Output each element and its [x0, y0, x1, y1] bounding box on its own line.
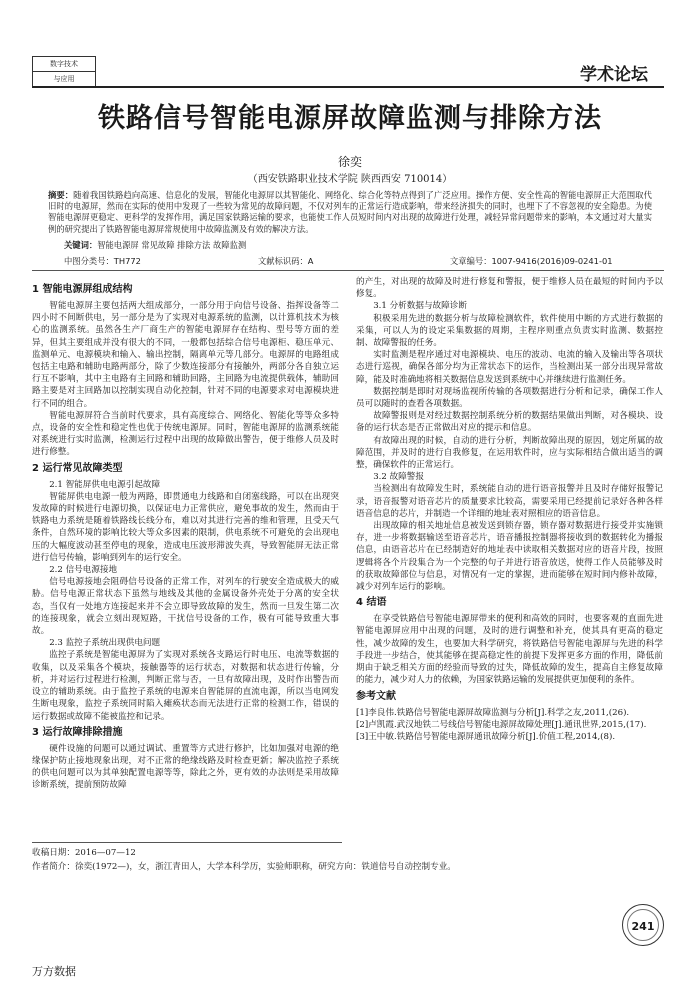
- abstract-text: 随着我国铁路趋向高速、信息化的发展，智能化电源屏以其智能化、网络化、综合化等特点得到了广泛应用。操作方便、安全性高的智能电源屏正大范围取代旧时的电源屏，然而在实际的使用中发现了一些较为常见的故障问题，不仅对列车的正常运行造成影响，带来经济损失的同时，也埋下了不容忽视的安全隐患。为使智能电源屏更稳定、更科学的发挥作用，满足国家铁路运输的要求，也能使工作人员短时间内对出现的故障进行处理，减轻异常问题带来的影响，本文通过对大量实例的研究提出了铁路智能电源屏常规使用中故障监测及有效的解决方法。: [48, 190, 652, 234]
- paragraph: 监控子系统是智能电源屏为了实现对系统各支路运行时电压、电流等数据的收集，以及采集各个模块，接触器等的运行状态，对数据和状态进行传输，分析，并对运行过程进行检测，判断正常与否，一旦有故障出现，及时作出警告而设立的辅助系统。由于监控子系统的电源来自智能屏的直流电源，所以当电网发生断电现象，监控子系统同时陷入瘫痪状态而无法进行正常的检测工作，错误的运行数据或故障不能被监控和记录。: [32, 650, 339, 722]
- keywords: [64, 240, 652, 251]
- affiliation: （西安铁路职业技术学院 陕西西安 710014）: [247, 174, 453, 185]
- paragraph: 数据控制是即时对现场监视所传输的各项数据进行分析和记录，确保工作人员可以随时的查看各项数据。: [356, 386, 663, 410]
- heading-2-1: 2.1 智能屏供电电源引起故障: [49, 479, 161, 490]
- paragraph: 的产生，对出现的故障及时进行修复和警报，便于维修人员在最短的时间内予以修复。: [356, 277, 663, 300]
- page-number: 241: [631, 920, 655, 933]
- keywords-text: 智能电源屏 常见故障 排除方法 故障监测: [97, 240, 247, 250]
- heading-3-2: 3.2 故障警报: [373, 472, 424, 483]
- left-column: [32, 280, 339, 792]
- document-code: 文献标识码：A: [258, 256, 314, 266]
- paragraph: 智能电源屏符合当前时代要求，具有高度综合、网络化、智能化等等众多特点，设备的安全性和稳定性也优于传统电源屏。同时，智能电源屏的监测系统能对系统进行实时监测，检测运行过程中出现的故障做出警告，便于维修人员及时进行修整。: [32, 410, 339, 458]
- references-title: 参考文献: [356, 690, 396, 702]
- badge-ring-icon: [627, 909, 659, 941]
- journal-logo-bottom: 与应用: [53, 75, 75, 83]
- reference-item: [2]卢凯霞.武汉地铁二号线信号智能电源屏故障处理[J].通讯世界,2015,(17).: [356, 719, 647, 730]
- heading-2: 2 运行常见故障类型: [32, 462, 123, 474]
- paragraph: 信号电源接地会阻碍信号设备的正常工作，对列车的行驶安全造成极大的威胁。信号电源正常状态下虽然与地线及其他的金属设备外壳处于分离的安全状态，当仅有一处地方连接起来并不会立即导致故障的发生，然而一旦发生第二次的连接现象，就会立刻出现短路，干扰信号设备的工作，极有可能导致重大事故。: [32, 577, 339, 637]
- heading-4: 4 结语: [356, 597, 387, 609]
- journal-logo: [32, 56, 96, 88]
- paragraph: 在享受铁路信号智能电源屏带来的便利和高效的同时，也要客观的直面先进智能电源屏应用中出现的问题，及时的进行调整和补充，使其具有更高的稳定性，减少故障的发生，也要加大科学研究，将铁路信号智能电源屏与先进的科学手段进一步结合，使其能够在提高稳定性的前提下发挥更多方面的作用，降低前期由于缺乏相关方面的经验而导致的过失，降低故障的发生，提高自主修复故障的能力，减少对人力的依赖，为国家铁路运输的发展提供更加便利的条件。: [356, 614, 663, 686]
- received-date: 收稿日期：2016—07—12: [32, 848, 136, 858]
- abstract: [48, 190, 652, 235]
- paragraph: 智能电源屏主要包括两大组成部分，一部分用于向信号设备、指挥设备等二四小时不间断供电，另一部分是为了实现对电源系统的监测，以计算机技术为核心的监测系统。虽然各生产厂商生产的智能电源屏存在结构、型号等方面的差异，但其主要组成并没有很大的不同，一般都包括综合信号电源柜、稳压单元、监测单元、电源模块和输入、输出控制，隔离单元等几部分。电源屏的电路组成包括主电路和辅助电路两部分，除了少数连接部分有接触外，两部分各自独立运行互不影响，其中主电路有主回路和辅助回路，主回路为电流提供载体，辅助回路主要是对主回路加以控制实现自动化控制，针对不同的电源要求对电源模块进行不同的组合。: [32, 301, 339, 409]
- paper-title: 铁路信号智能电源屏故障监测与排除方法: [98, 103, 602, 134]
- heading-3-1: 3.1 分析数据与故障诊断: [373, 301, 467, 312]
- watermark: 万方数据: [32, 965, 76, 978]
- article-number: 文章编号：1007-9416(2016)09-0241-01: [450, 256, 613, 266]
- paragraph: 故障警报则是对经过数据控制系统分析的数据结果做出判断，对各模块、设备的运行状态是否正常做出对应的提示和信息。: [356, 411, 663, 434]
- paragraph: 当检测出有故障发生时，系统能自动的进行语音报警并且及时存储好报警记录，语音报警对语音芯片的质量要求比较高，需要采用已经提前记录好各种各样语音信息的芯片，并制造一个详细的地址表对照相应的语音信息。: [356, 484, 663, 519]
- body-rule: [32, 270, 664, 271]
- paragraph: 积极采用先进的数据分析与故障检测软件，软件使用中断的方式进行数据的采集，可以人为的设定采集数据的周期，主程序则重点负责实时监测、数据控制、故障警报的任务。: [356, 313, 663, 349]
- reference-item: [3]王中敏.铁路信号智能电源屏通讯故障分析[J].价值工程,2014,(8).: [356, 731, 616, 742]
- right-column: [356, 276, 663, 743]
- footnote-rule: [32, 842, 342, 843]
- heading-2-3: 2.3 监控子系统出现供电问题: [49, 638, 161, 649]
- header-rule: [32, 86, 664, 88]
- heading-2-2: 2.2 信号电源接地: [49, 565, 118, 576]
- reference-item: [1]李良伟.铁路信号智能电源屏故障监测与分析[J].科学之友,2011,(26).: [356, 707, 630, 718]
- section-tag: 学术论坛: [580, 65, 648, 85]
- author-bio: 作者简介：徐奕(1972—)，女，浙江青田人，大学本科学历，实验师职称，研究方向：铁道信号自动控制专业。: [32, 862, 456, 872]
- paragraph: 硬件设施的问题可以通过调试、重置等方式进行修护，比如加强对电源的绝缘保护防止接地现象出现，对不正常的绝缘线路及时检查更新；解决监控子系统的供电问题可以为其单独配置电源等等，除此之外，更有效的办法则是采用故障诊断系统，提前预防故障: [32, 743, 339, 791]
- heading-3: 3 运行故障排除措施: [32, 726, 123, 738]
- journal-logo-top: 数字技术: [33, 57, 95, 72]
- abstract-label: 摘要：: [48, 190, 74, 200]
- paragraph: 有故障出现的时候，自动的进行分析，判断故障出现的原因，划定所属的故障范围，并及时的进行自我修复，在运用软件时，应与实际相结合做出适当的调整，确保软件的正常运行。: [356, 435, 663, 471]
- paragraph: 实时监测是程序通过对电源模块、电压的波动、电流的输入及输出等各项状态进行巡视，确保各部分均为正常状态下的运作，当检测出某一部分出现异常故障，能及时准确地将相关数据信息发送到系统中心并继续进行监测任务。: [356, 350, 663, 385]
- paragraph: 出现故障的相关地址信息被发送到锁存器，锁存器对数据进行接受并实施锁存，进一步将数据输送至语音芯片，语音播报控制器将接收到的数据转化为播报信息，由语音芯片在已经制造好的地址表中读取相关数据对应的语音片段，按照逻辑将各个片段集合为一个完整的句子并进行语音放送，使得工作人员能够及时的获取故障部位与信息，对情况有一定的掌握，进而能够在短时间内修补故障，减少对列车运行的影响。: [356, 521, 663, 593]
- page-number-badge: [622, 904, 664, 946]
- clc-number: 中图分类号：TH772: [64, 256, 141, 266]
- keywords-label: 关键词：: [64, 240, 98, 250]
- author: 徐奕: [337, 155, 362, 169]
- heading-1: 1 智能电源屏组成结构: [32, 284, 133, 295]
- paragraph: 智能屏供电电源一般为两路，即贯通电力线路和自闭塞线路，可以在出现突发故障的时候进行电源切换，以保证电力正常供应，避免事故的发生，然而由于铁路电力系统是随着铁路线长线分布，难以对其进行完善的维和管理，且受天气条件，自然环境的影响比较大等众多因素的限制，供电系统不可避免的会出现电压的大幅度波动甚至停电的现象，造成电压波形滞波失真，导致智能屏无法正常进行信号传输，影响到列车的运行安全。: [32, 491, 339, 563]
